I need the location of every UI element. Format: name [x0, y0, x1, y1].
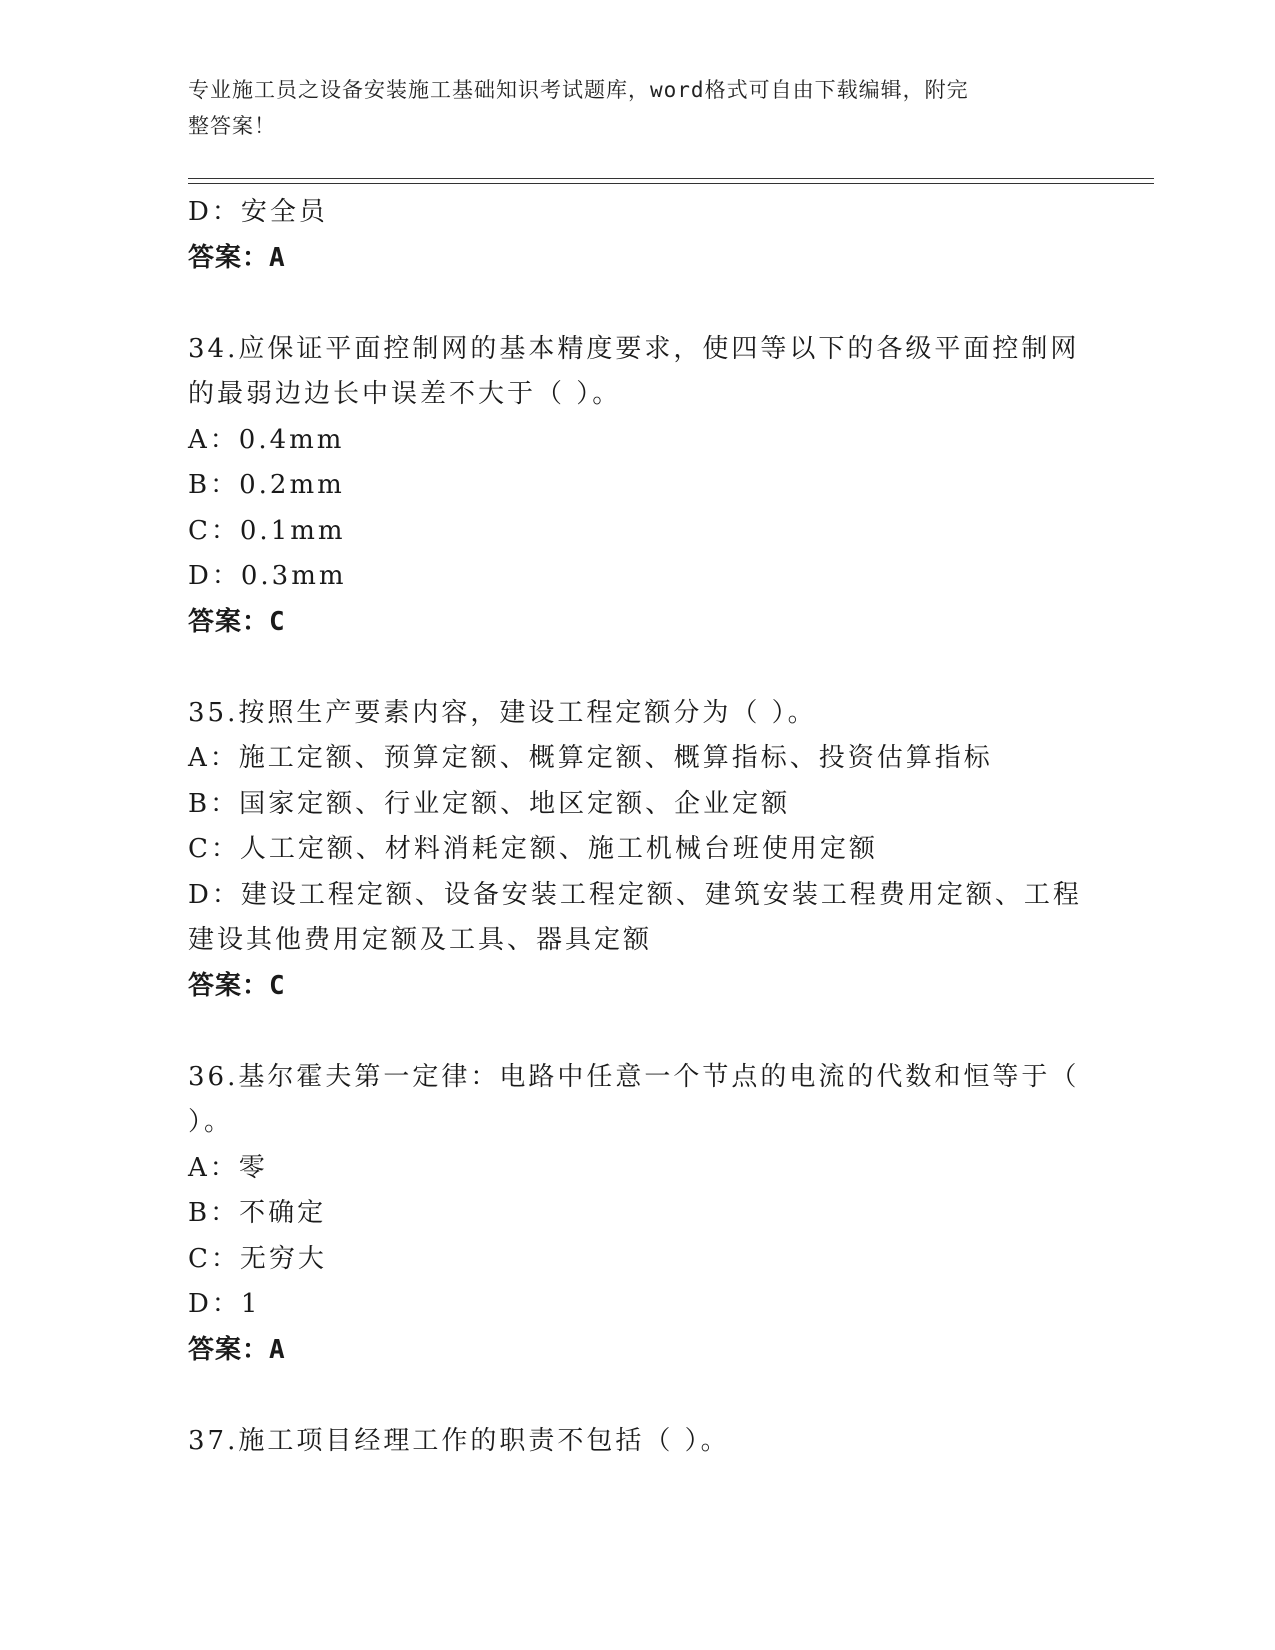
- question-36: [188, 1055, 1080, 1374]
- q34-option-a: A：0.4mm: [188, 424, 345, 455]
- prev-answer: 答案：A: [188, 242, 286, 273]
- q35-option-c: C：人工定额、材料消耗定额、施工机械台班使用定额: [188, 834, 878, 864]
- q34-option-c: C：0.1mm: [188, 515, 346, 546]
- q34-option-b: B：0.2mm: [188, 470, 345, 500]
- q36-option-b: B：不确定: [188, 1198, 327, 1228]
- question-35: [188, 691, 1082, 1010]
- q35-option-a: A：施工定额、预算定额、概算定额、概算指标、投资估算指标: [188, 743, 993, 773]
- q36-option-d: D：1: [188, 1289, 261, 1319]
- spacer: [188, 1009, 1068, 1055]
- spacer: [188, 1373, 1068, 1419]
- q35-option-d-line-1: D：建设工程定额、设备安装工程定额、建筑安装工程费用定额、工程: [188, 879, 1082, 910]
- header-line-2: 整答案！: [188, 114, 276, 138]
- q34-stem-line-1: 34.应保证平面控制网的基本精度要求，使四等以下的各级平面控制网: [188, 333, 1080, 364]
- q35-stem-line-1: 35.按照生产要素内容，建设工程定额分为（ ）。: [188, 697, 817, 728]
- q35-option-d-line-2: 建设其他费用定额及工具、器具定额: [188, 925, 653, 955]
- question-37: [188, 1419, 1068, 1465]
- q36-option-c: C：无穷大: [188, 1243, 327, 1274]
- question-34: [188, 327, 1080, 646]
- q35-option-b: B：国家定额、行业定额、地区定额、企业定额: [188, 788, 791, 819]
- document-header: [188, 72, 1068, 144]
- q37-stem-line-1: 37.施工项目经理工作的职责不包括（ ）。: [188, 1425, 730, 1456]
- q34-stem-line-2: 的最弱边边长中误差不大于（ ）。: [188, 379, 622, 409]
- q36-answer: 答案：A: [188, 1334, 286, 1365]
- spacer: [188, 645, 1068, 691]
- header-rule-bottom: [188, 183, 1154, 184]
- header-rule-top: [188, 178, 1154, 179]
- header-line-1: 专业施工员之设备安装施工基础知识考试题库，word格式可自由下载编辑，附完: [188, 78, 969, 102]
- q36-stem-line-1: 36.基尔霍夫第一定律：电路中任意一个节点的电流的代数和恒等于（: [188, 1061, 1080, 1092]
- q36-option-a: A：零: [188, 1152, 268, 1183]
- q34-answer: 答案：C: [188, 606, 286, 637]
- spacer: [188, 281, 1068, 327]
- prev-option-d: D：安全员: [188, 197, 328, 227]
- q36-stem-line-2: ）。: [188, 1107, 234, 1137]
- q34-option-d: D：0.3mm: [188, 561, 347, 591]
- q35-answer: 答案：C: [188, 970, 286, 1001]
- question-list: [188, 190, 1082, 1464]
